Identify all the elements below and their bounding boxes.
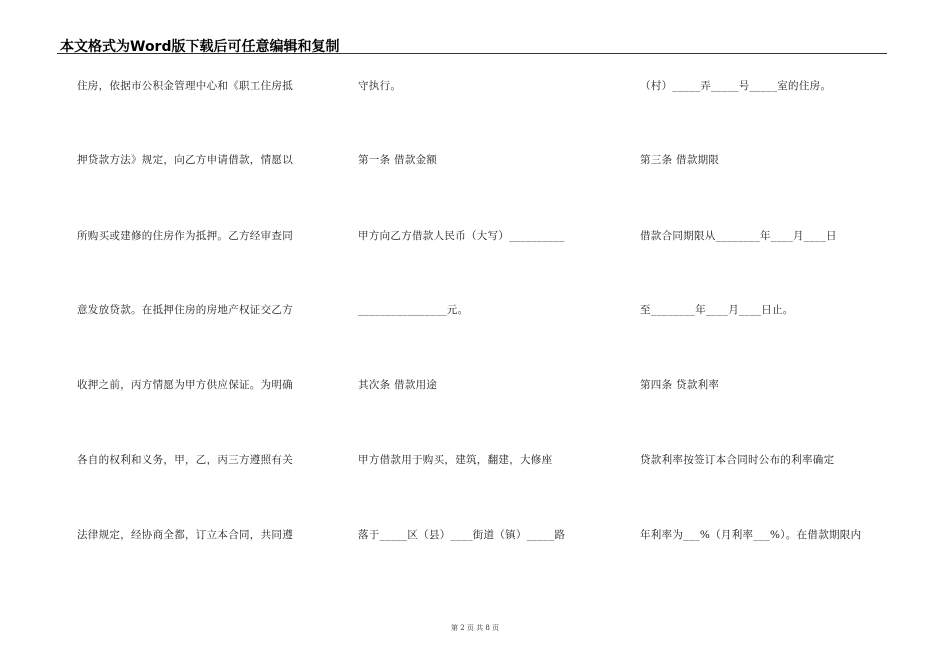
- text-line: 第三条 借款期限: [640, 154, 720, 166]
- text-line: 守执行。: [358, 80, 402, 92]
- text-line: 第四条 贷款利率: [640, 379, 720, 391]
- text-line: 其次条 借款用途: [358, 379, 438, 391]
- text-line: 借款合同期限从________年____月____日: [640, 230, 837, 242]
- text-line: ________________元。: [358, 304, 469, 316]
- text-line: 甲方借款用于购买，建筑，翻建，大修座: [358, 454, 553, 466]
- text-line: 甲方向乙方借款人民币（大写）__________: [358, 230, 565, 242]
- header-title: 本文格式为Word版下载后可任意编辑和复制: [60, 39, 340, 55]
- text-line: 年利率为___%（月利率___%）。在借款期限内: [640, 529, 862, 541]
- text-line: 法律规定，经协商全都，订立本合同，共同遵: [77, 529, 293, 541]
- text-line: 各自的权利和义务，甲，乙，丙三方遵照有关: [77, 454, 293, 466]
- text-line: （村）_____弄_____号_____室的住房。: [640, 80, 832, 92]
- text-line: 贷款利率按签订本合同时公布的利率确定: [640, 454, 835, 466]
- text-line: 意发放贷款。在抵押住房的房地产权证交乙方: [77, 304, 293, 316]
- text-line: 住房，依据市公积金管理中心和《职工住房抵: [77, 80, 293, 92]
- text-line: 押贷款方法》规定，向乙方申请借款，情愿以: [77, 154, 293, 166]
- text-line: 收押之前，丙方情愿为甲方供应保证。为明确: [77, 379, 293, 391]
- header-rule: [57, 53, 887, 54]
- page-number: 第 2 页 共 8 页: [450, 624, 500, 632]
- text-line: 第一条 借款金额: [358, 154, 438, 166]
- text-line: 落于_____区（县）____街道（镇）_____路: [358, 529, 566, 541]
- text-line: 至________年____月____日止。: [640, 304, 794, 316]
- text-line: 所购买或建修的住房作为抵押。乙方经审查同: [77, 230, 293, 242]
